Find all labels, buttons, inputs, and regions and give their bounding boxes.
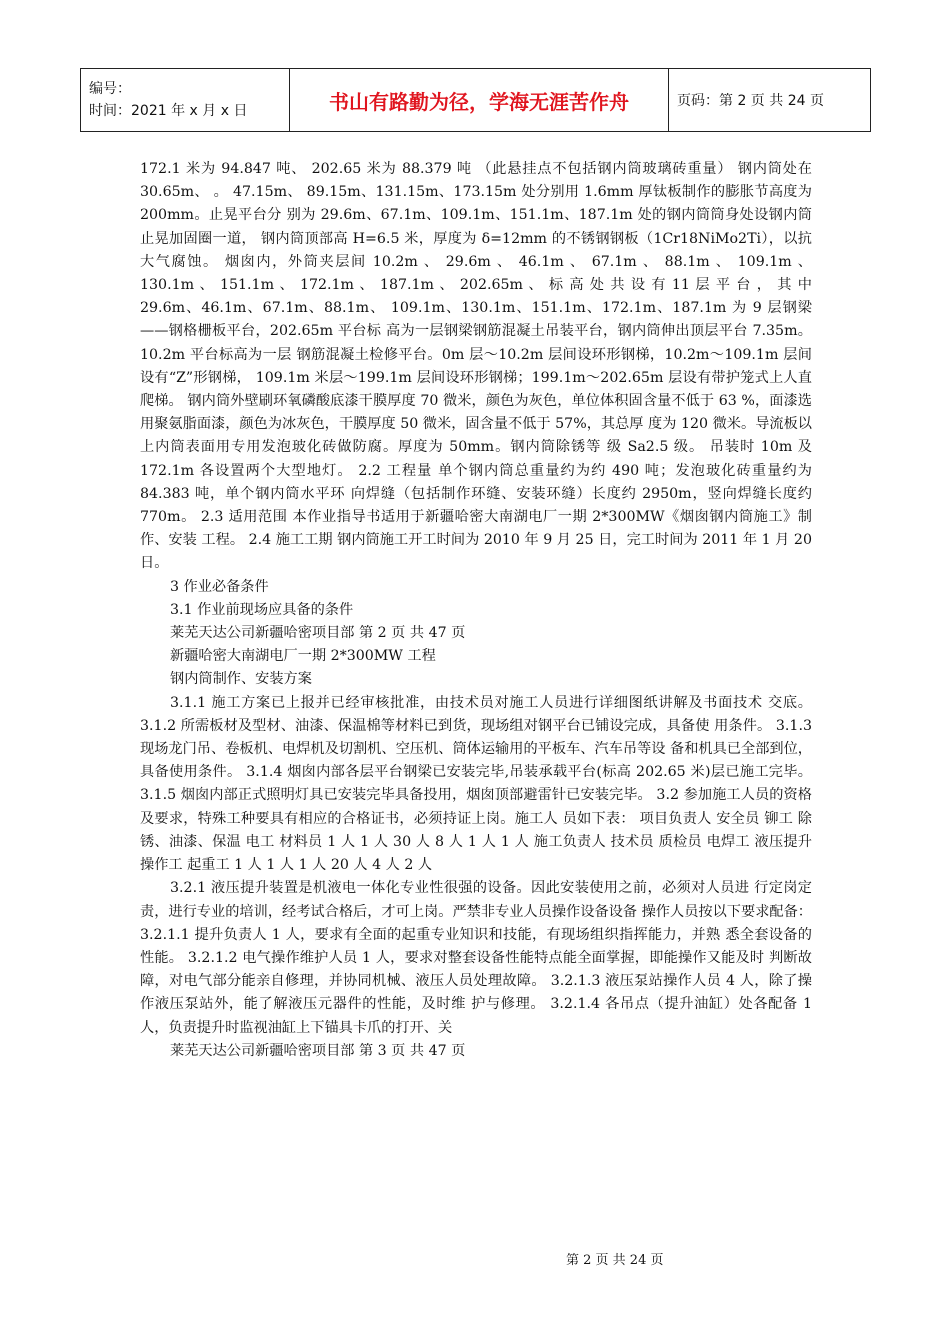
body-paragraph: 3.2.1 液压提升装置是机液电一体化专业性很强的设备。因此安装使用之前，必须对人员进 行定岗定责，进行专业的培训，经考试合格后，才可上岗。严禁非专业人员操作设备设备 操作人员按以下要求配备： 3.2.1.1 提升负责人 1 人，要求有全面的起重专业知识和技能，有现场组织指挥能力，并熟 悉全套设备的性能。 3.2.1.2 电气操作维护人员 1 人，要求对整套设备性能特点能全面掌握，即能操作又能及时 判断故障，对电气部分能亲自修理，并协同机械、液压人员处理故障。 3.2.1.3 液压泵站操作人员 4 人，除了操作液压泵站外，能了解液压元器件的性能，及时维 护与修理。 3.2.1.4 各吊点（提升油缸）处各配备 1 人，负责提升时监视油缸上下锚具卡爪的打开、关 [140,880,812,1036]
page-running-note: 莱芜天达公司新疆哈密项目部 第 2 页 共 47 页 [170,625,466,642]
body-paragraph: 3.1.1 施工方案已上报并已经审核批准，由技术员对施工人员进行详细图纸讲解及书面技术 交底。 3.1.2 所需板材及型材、油漆、保温棉等材料已到货，现场组对钢平台已铺设完成，具备使 用条件。 3.1.3 现场龙门吊、卷板机、电焊机及切割机、空压机、筒体运输用的平板车、汽车吊等设 备和机具已全部到位，具备使用条件。 3.1.4 烟囱内部各层平台钢梁已安装完毕,吊装承载平台(标高 202.65 米)层已施工完毕。 3.1.5 烟囱内部正式照明灯具已安装完毕具备投用，烟囱顶部避雷针已安装完毕。 3.2 参加施工人员的资格及要求，特殊工种要具有相应的合格证书，必须持证上岗。施工人 员如下表： 项目负责人 安全员 铆工 除锈、油漆、保温 电工 材料员 1 人 1 人 30 人 8 人 1 人 1 人 施工负责人 技术员 质检员 电焊工 液压提升操作工 起重工 1 人 1 人 1 人 20 人 4 人 2 人 [140,694,812,874]
document-body [140,158,812,1063]
header-meta-cell [81,69,290,132]
document-date-label: 时间：2021 年 x 月 x 日 [89,103,248,119]
section-heading: 3 作业必备条件 [170,578,269,595]
document-header [80,68,871,132]
page-footer: 第 2 页 共 24 页 [566,1253,664,1268]
header-motto: 书山有路勤为径，学海无涯苦作舟 [290,69,669,132]
document-code-label: 编号： [89,81,131,97]
page-running-note: 莱芜天达公司新疆哈密项目部 第 3 页 共 47 页 [170,1042,466,1059]
plan-title-line: 钢内筒制作、安装方案 [170,671,312,688]
body-paragraph: 172.1 米为 94.847 吨、 202.65 米为 88.379 吨 （此悬挂点不包括钢内筒玻璃砖重量） 钢内筒处在 30.65m、 。 47.15m、 89.15m、131.15m、173.15m 处分别用 1.6mm 厚钛板制作的膨胀节高度为 200mm。止晃平台分 别为 29.6m、67.1m、109.1m、151.1m、187.1m 处的钢内筒筒身处设钢内筒止晃加固圈一道， 钢内筒顶部高 H=6.5 米，厚度为 δ=12mm 的不锈钢钢板（1Cr18NiMo2Ti），以抗大气腐蚀。 烟囱内，外筒夹层间 10.2m 、 29.6m 、 46.1m 、 67.1m 、 88.1m 、 109.1m 、 130.1m 、 151.1m 、 172.1m 、 187.1m 、 202.65m 、 标 高 处 共 设 有 11 层 平 台 ， 其 中 29.6m、46.1m、67.1m、88.1m、 109.1m、130.1m、151.1m、172.1m、187.1m 为 9 层钢梁——钢格栅板平台，202.65m 平台标 高为一层钢梁钢筋混凝土吊装平台，钢内筒伸出顶层平台 7.35m。10.2m 平台标高为一层 钢筋混凝土检修平台。0m 层～10.2m 层间设环形钢梯，10.2m～109.1m 层间设有“Z”形钢梯， 109.1m 米层～199.1m 层间设环形钢梯；199.1m～202.65m 层设有带护笼式上人直爬梯。 钢内筒外壁刷环氧磷酸底漆干膜厚度 70 微米，颜色为灰色，单位体积固含量不低于 63 %，面漆选用聚氨脂面漆，颜色为冰灰色，干膜厚度 50 微米，固含量不低于 57%，其总厚 度为 120 微米。导流板以上内筒表面用专用发泡玻化砖做防腐。厚度为 50mm。钢内筒除锈等 级 Sa2.5 级。 吊装时 10m 及 172.1m 各设置两个大型地灯。 2.2 工程量 单个钢内筒总重量约为约 490 吨；发泡玻化砖重量约为 84.383 吨，单个钢内筒水平环 向焊缝（包括制作环缝、安装环缝）长度约 2950m，竖向焊缝长度约 770m。 2.3 适用范围 本作业指导书适用于新疆哈密大南湖电厂一期 2*300MW《烟囱钢内筒施工》制作、安装 工程。 2.4 施工工期 钢内筒施工开工时间为 2010 年 9 月 25 日，完工时间为 2011 年 1 月 20 日。 [140,161,812,572]
subsection-heading: 3.1 作业前现场应具备的条件 [170,601,354,618]
project-title-line: 新疆哈密大南湖电厂一期 2*300MW 工程 [170,648,436,665]
header-page-info: 页码：第 2 页 共 24 页 [669,69,871,132]
